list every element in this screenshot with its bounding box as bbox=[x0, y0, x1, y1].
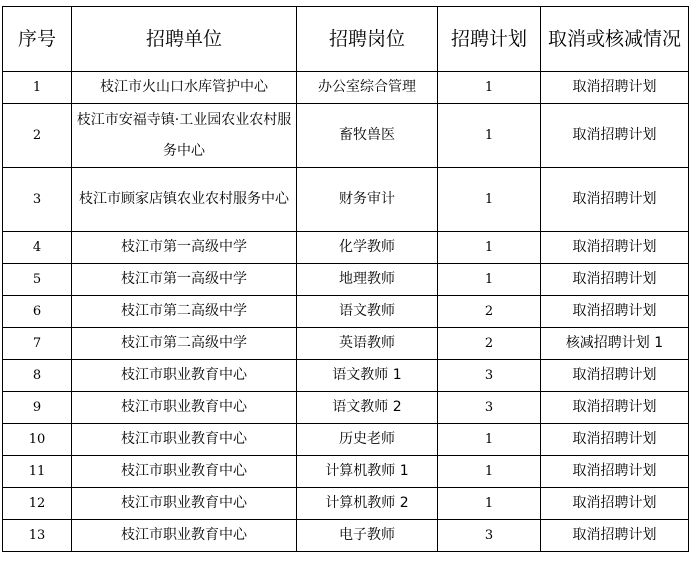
table-row bbox=[3, 360, 689, 392]
cell-plan: 3 bbox=[438, 360, 541, 392]
cell-status: 取消招聘计划 bbox=[541, 360, 689, 392]
cell-status: 取消招聘计划 bbox=[541, 296, 689, 328]
cell-serial: 13 bbox=[3, 520, 72, 552]
cell-status: 核减招聘计划 1 bbox=[541, 328, 689, 360]
cell-status: 取消招聘计划 bbox=[541, 232, 689, 264]
cell-serial: 3 bbox=[3, 168, 72, 232]
cell-unit: 枝江市职业教育中心 bbox=[72, 520, 297, 552]
cell-unit: 枝江市第二高级中学 bbox=[72, 296, 297, 328]
cell-unit: 枝江市职业教育中心 bbox=[72, 424, 297, 456]
header-recruiting-unit: 招聘单位 bbox=[72, 7, 297, 72]
cell-status: 取消招聘计划 bbox=[541, 424, 689, 456]
table-row bbox=[3, 328, 689, 360]
table-row bbox=[3, 168, 689, 232]
cell-unit: 枝江市火山口水库管护中心 bbox=[72, 72, 297, 104]
cell-unit: 枝江市安福寺镇·工业园农业农村服务中心 bbox=[72, 104, 297, 168]
recruitment-cancellation-table bbox=[2, 6, 689, 552]
table-row bbox=[3, 72, 689, 104]
cell-serial: 12 bbox=[3, 488, 72, 520]
table-row bbox=[3, 456, 689, 488]
cell-serial: 11 bbox=[3, 456, 72, 488]
header-recruitment-plan: 招聘计划 bbox=[438, 7, 541, 72]
cell-status: 取消招聘计划 bbox=[541, 520, 689, 552]
cell-unit: 枝江市第一高级中学 bbox=[72, 264, 297, 296]
cell-serial: 6 bbox=[3, 296, 72, 328]
cell-unit: 枝江市职业教育中心 bbox=[72, 488, 297, 520]
cell-serial: 4 bbox=[3, 232, 72, 264]
cell-position: 语文教师 1 bbox=[297, 360, 438, 392]
cell-position: 语文教师 bbox=[297, 296, 438, 328]
cell-serial: 8 bbox=[3, 360, 72, 392]
cell-position: 化学教师 bbox=[297, 232, 438, 264]
cell-position: 计算机教师 2 bbox=[297, 488, 438, 520]
cell-plan: 3 bbox=[438, 520, 541, 552]
header-row bbox=[3, 7, 689, 72]
cell-position: 地理教师 bbox=[297, 264, 438, 296]
cell-serial: 10 bbox=[3, 424, 72, 456]
table-row bbox=[3, 520, 689, 552]
header-cancellation-status: 取消或核减情况 bbox=[541, 7, 689, 72]
cell-serial: 5 bbox=[3, 264, 72, 296]
cell-status: 取消招聘计划 bbox=[541, 456, 689, 488]
cell-plan: 1 bbox=[438, 72, 541, 104]
cell-plan: 1 bbox=[438, 232, 541, 264]
cell-plan: 1 bbox=[438, 488, 541, 520]
header-serial-number: 序号 bbox=[3, 7, 72, 72]
cell-unit: 枝江市第一高级中学 bbox=[72, 232, 297, 264]
table-row bbox=[3, 296, 689, 328]
cell-plan: 3 bbox=[438, 392, 541, 424]
cell-unit: 枝江市第二高级中学 bbox=[72, 328, 297, 360]
cell-serial: 7 bbox=[3, 328, 72, 360]
cell-plan: 1 bbox=[438, 104, 541, 168]
cell-status: 取消招聘计划 bbox=[541, 392, 689, 424]
cell-unit: 枝江市职业教育中心 bbox=[72, 456, 297, 488]
cell-plan: 1 bbox=[438, 424, 541, 456]
cell-plan: 2 bbox=[438, 328, 541, 360]
cell-unit: 枝江市职业教育中心 bbox=[72, 392, 297, 424]
cell-position: 电子教师 bbox=[297, 520, 438, 552]
cell-position: 英语教师 bbox=[297, 328, 438, 360]
table-row bbox=[3, 488, 689, 520]
table-row bbox=[3, 104, 689, 168]
cell-unit: 枝江市顾家店镇农业农村服务中心 bbox=[72, 168, 297, 232]
cell-plan: 1 bbox=[438, 264, 541, 296]
cell-plan: 1 bbox=[438, 168, 541, 232]
cell-unit: 枝江市职业教育中心 bbox=[72, 360, 297, 392]
cell-status: 取消招聘计划 bbox=[541, 488, 689, 520]
table-row bbox=[3, 424, 689, 456]
table-row bbox=[3, 392, 689, 424]
cell-serial: 1 bbox=[3, 72, 72, 104]
cell-plan: 1 bbox=[438, 456, 541, 488]
cell-position: 历史老师 bbox=[297, 424, 438, 456]
cell-status: 取消招聘计划 bbox=[541, 72, 689, 104]
cell-status: 取消招聘计划 bbox=[541, 168, 689, 232]
cell-plan: 2 bbox=[438, 296, 541, 328]
cell-serial: 2 bbox=[3, 104, 72, 168]
table-row bbox=[3, 232, 689, 264]
cell-position: 语文教师 2 bbox=[297, 392, 438, 424]
table-row bbox=[3, 264, 689, 296]
cell-serial: 9 bbox=[3, 392, 72, 424]
cell-status: 取消招聘计划 bbox=[541, 264, 689, 296]
cell-position: 计算机教师 1 bbox=[297, 456, 438, 488]
cell-status: 取消招聘计划 bbox=[541, 104, 689, 168]
cell-position: 财务审计 bbox=[297, 168, 438, 232]
cell-position: 办公室综合管理 bbox=[297, 72, 438, 104]
header-position: 招聘岗位 bbox=[297, 7, 438, 72]
cell-position: 畜牧兽医 bbox=[297, 104, 438, 168]
